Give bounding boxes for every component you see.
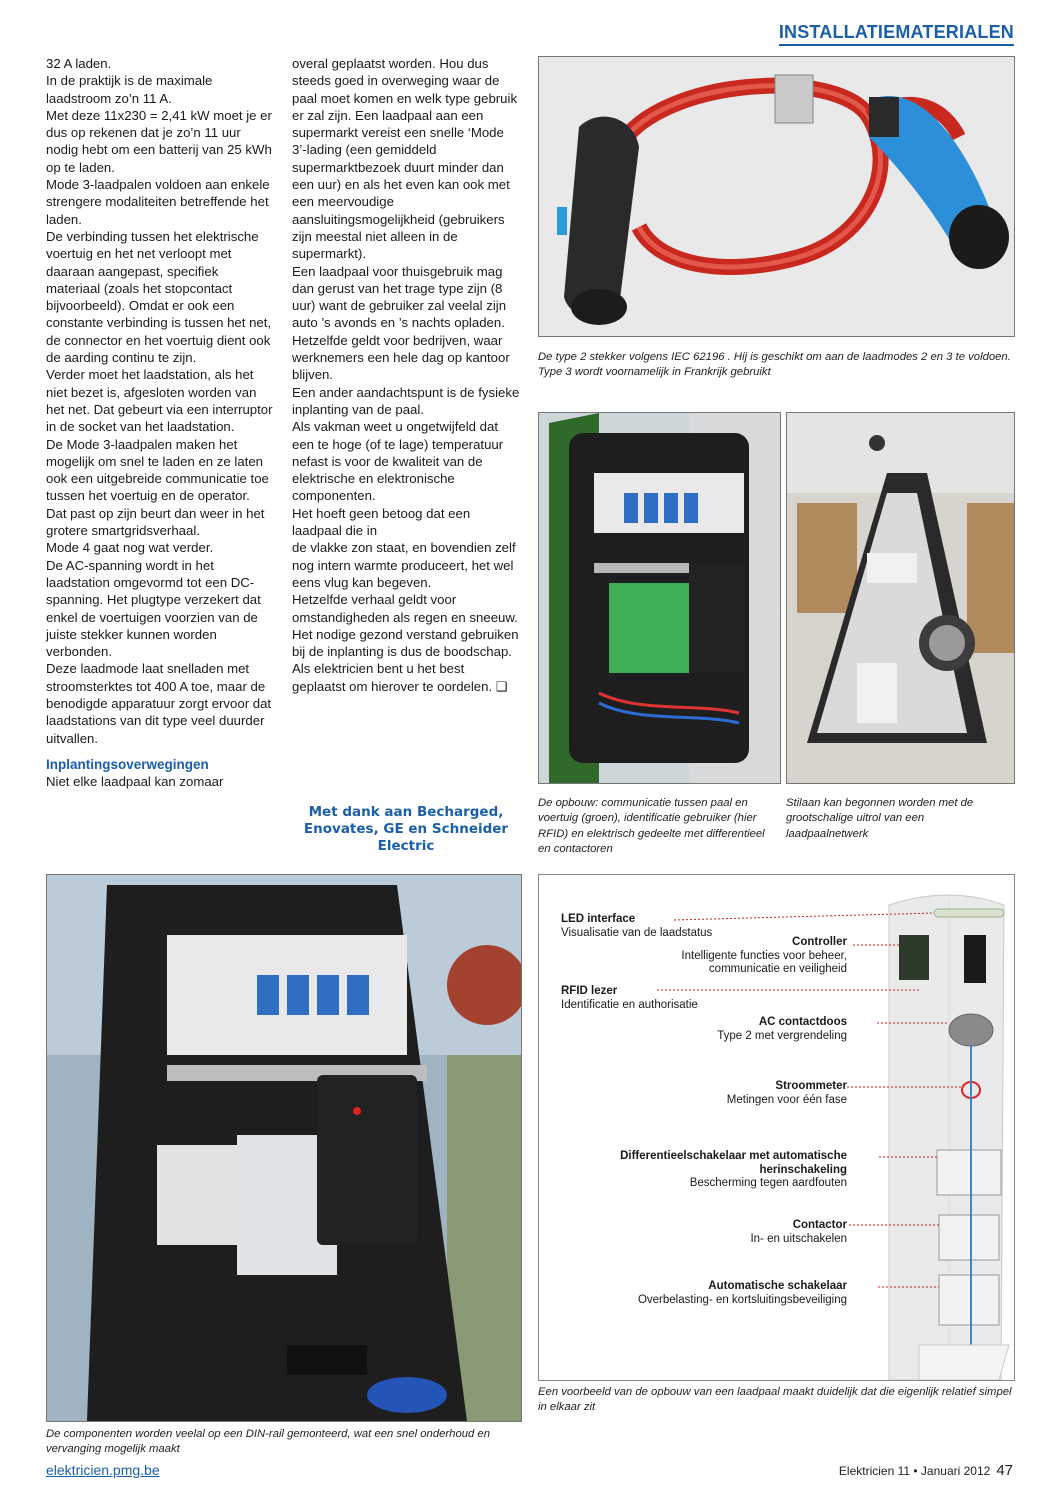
opbouw-caption: De opbouw: communicatie tussen paal en voertuig (groen), identificatie gebruiker (hier RFID) en elektrisch gedeelte met differentieel en contactoren: [538, 797, 765, 855]
paragraph: Een laadpaal voor thuisgebruik mag dan gerust van het trage type zijn (8 uur) want de gebruiker zal veelal zijn auto ’s avonds en ’s nachts opladen.: [292, 263, 507, 331]
paragraph: Niet elke laadpaal kan zomaar: [46, 774, 224, 790]
article-column-1: [46, 55, 276, 790]
diagram-item-desc: Overbelasting- en kortsluitingsbeveiliging: [637, 1293, 847, 1306]
paragraph: Een ander aandachtspunt is de fysieke inplanting van de paal.: [292, 384, 520, 417]
footer-issue: [839, 1462, 1013, 1479]
diagram-label-contactor: [647, 1219, 847, 1246]
diagram-label-ac: [699, 1016, 847, 1043]
page-number: 47: [996, 1462, 1013, 1479]
diagram-item-title: Automatische schakelaar: [708, 1280, 847, 1292]
diagram-item-desc: In- en uitschakelen: [750, 1232, 847, 1245]
opbouw-photo: [538, 412, 781, 784]
paragraph: De verbinding tussen het elektrische voertuig en het net verloopt met daaraan aangepast, specifiek materiaal (zoals het stopcontact bijvoorbeeld). Omdat er ook een constante verbinding is tussen het net, de connector en het voertuig dient ook de aarding continu te zijn.: [46, 228, 272, 366]
diagram-item-desc: Intelligente functies voor beheer, communicatie en veiligheid: [681, 949, 847, 975]
diagram-label-differentieel: [619, 1150, 847, 1191]
diagram-item-desc: Metingen voor één fase: [726, 1093, 847, 1106]
paragraph: Hetzelfde geldt voor bedrijven, waar werknemers een hele dag op kantoor blijven.: [292, 332, 510, 383]
issue-label: Elektricien 11 • Januari 2012: [838, 1464, 991, 1478]
subheading: Inplantingsoverwegingen: [46, 756, 209, 772]
diagram-item-title: RFID lezer: [561, 985, 618, 997]
diagram-item-title: LED interface: [561, 913, 636, 925]
acknowledgement: Met dank aan Becharged, Enovates, GE en Schneider Electric: [303, 804, 509, 854]
footer-site-link[interactable]: elektricien.pmg.be: [46, 1462, 160, 1478]
paragraph: Mode 4 gaat nog wat verder.: [46, 540, 214, 556]
paragraph: 32 A laden.: [46, 56, 112, 71]
paragraph: Mode 3-laadpalen voldoen aan enkele strengere modaliteiten betreffende het laden.: [46, 177, 270, 227]
components-photo: [46, 874, 522, 1422]
diagram-label-rfid: [561, 985, 711, 1012]
diagram-item-desc: Identificatie en authorisatie: [561, 998, 698, 1011]
diagram-label-controller: [629, 936, 847, 977]
cable-photo: [538, 56, 1015, 337]
paragraph: Dat past op zijn beurt dan weer in het grotere smartgridsverhaal.: [46, 505, 265, 539]
paragraph: de vlakke zon staat, en bovendien zelf nog intern warmte produceert, het wel eens vlug kan begeven.: [292, 540, 516, 590]
diagram-item-desc: Type 2 met vergrendeling: [717, 1029, 847, 1042]
components-caption: De componenten worden veelal op een DIN-rail gemonteerd, wat een snel onderhoud en vervanging mogelijk maakt: [46, 1428, 490, 1456]
article-column-2: [292, 55, 520, 695]
diagram-item-title: Contactor: [792, 1219, 847, 1231]
paragraph: Met deze 11x230 = 2,41 kW moet je er dus op rekenen dat je zo’n 11 uur nodig hebt om een batterij van 25 kWh op te laden.: [46, 107, 272, 175]
diagram-item-title: Stroommeter: [775, 1080, 847, 1092]
end-mark-icon: ❑: [495, 678, 508, 694]
cable-caption: De type 2 stekker volgens IEC 62196 . Hij is geschikt om aan de laadmodes 2 en 3 te voldoen. Type 3 wordt voornamelijk in Frankrijk gebruikt: [538, 351, 1011, 379]
rollout-photo: [786, 412, 1015, 784]
charging-post-diagram: [538, 874, 1015, 1381]
diagram-caption: Een voorbeeld van de opbouw van een laadpaal maakt duidelijk dat die eigenlijk relatief simpel in elkaar zit: [538, 1386, 1012, 1414]
paragraph: Verder moet het laadstation, als het niet bezet is, afgesloten worden van het net. Dat gebeurt via een interruptor in de socket van het laadstation.: [46, 367, 273, 435]
section-title: INSTALLATIEMATERIALEN: [779, 22, 1014, 46]
paragraph: [292, 626, 520, 695]
paragraph: Het hoeft geen betoog dat een laadpaal die in: [292, 505, 471, 539]
paragraph: Hetzelfde verhaal geldt voor omstandigheden als regen en sneeuw.: [292, 592, 518, 625]
paragraph: In de praktijk is de maximale laadstroom zo’n 11 A.: [46, 73, 213, 106]
paragraph: Deze laadmode laat snelladen met stroomsterktes tot 400 A toe, maar de benodigde apparatuur zorgt ervoor dat laadstations van dit type veel duurder uitvallen.: [46, 661, 272, 746]
rollout-caption: Stilaan kan begonnen worden met de grootschalige uitrol van een laadpaalnetwerk: [786, 797, 974, 840]
paragraph: De AC-spanning wordt in het laadstation omgevormd tot een DC-spanning. Het plugtype verzekert dat enkel de voertuigen voorzien van de juiste stekker kunnen worden verbonden.: [46, 557, 261, 660]
paragraph-text: Het nodige gezond verstand gebruiken bij de inplanting is dus de boodschap. Als elektricien bent u het best geplaatst om hierover te oordelen.: [292, 626, 519, 694]
diagram-item-title: AC contactdoos: [758, 1016, 847, 1028]
diagram-item-title: Differentieelschakelaar met automatische herinschakeling: [620, 1150, 847, 1176]
diagram-item-desc: Bescherming tegen aardfouten: [689, 1177, 847, 1189]
diagram-label-automatisch: [567, 1280, 847, 1307]
diagram-label-meter: [647, 1080, 847, 1107]
paragraph: overal geplaatst worden. Hou dus steeds goed in overweging waar de paal moet komen en welk type gebruik er zal zijn. Een laadpaal aan een supermarkt vereist een snelle ‘Mode 3’-lading (een gemiddeld supermarktbezoek duurt minder dan een uur) en als het even kan ook met een meervoudige aansluitingsmogelijkheid (gebruikers zijn meestal niet alleen in de supermarkt).: [292, 56, 518, 262]
diagram-item-desc: Visualisatie van de laadstatus: [561, 926, 713, 939]
paragraph: Als vakman weet u ongetwijfeld dat een te hoge (of te lage) temperatuur nefast is voor de kwaliteit van de elektrische en elektronische componenten.: [292, 419, 504, 504]
paragraph: De Mode 3-laadpalen maken het mogelijk om snel te laden en ze laten ook een uitgebreide communicatie toe tussen het voertuig en de operator.: [46, 436, 269, 504]
diagram-item-title: Controller: [792, 936, 847, 948]
